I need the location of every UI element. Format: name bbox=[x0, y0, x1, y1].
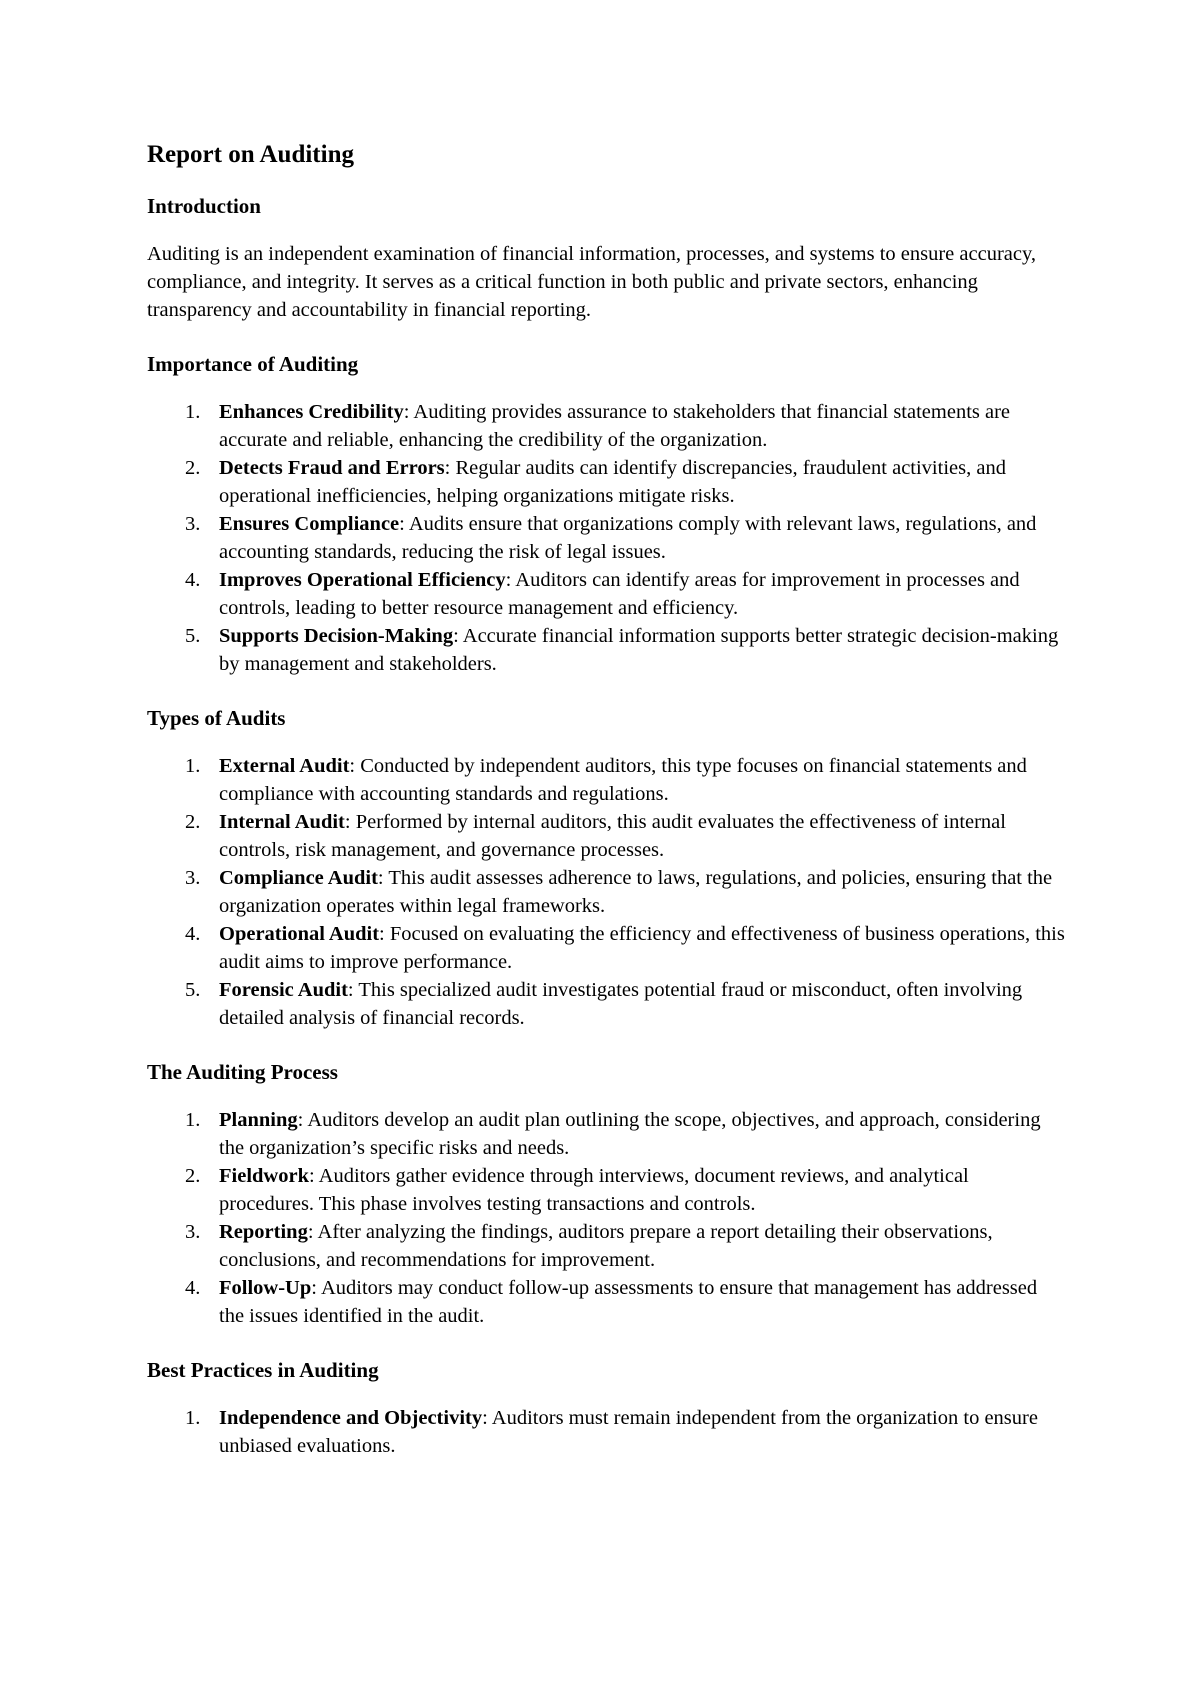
list-number: 2. bbox=[185, 811, 201, 833]
list-text: : Auditors can identify areas for improvement in processes and controls, leading to better resource management and efficiency. bbox=[219, 569, 1020, 619]
list-term: Enhances Credibility bbox=[219, 401, 404, 423]
list-item bbox=[147, 808, 1067, 864]
list-term: Supports Decision-Making bbox=[219, 625, 454, 647]
section-heading-best-practices: Best Practices in Auditing bbox=[147, 1358, 379, 1382]
process-list bbox=[147, 1106, 1067, 1330]
list-item bbox=[147, 752, 1067, 808]
list-item bbox=[147, 1106, 1067, 1162]
list-term: Fieldwork bbox=[219, 1165, 309, 1187]
list-number: 1. bbox=[185, 755, 201, 777]
list-number: 4. bbox=[185, 923, 201, 945]
document-title: Report on Auditing bbox=[147, 141, 354, 168]
list-number: 5. bbox=[185, 979, 201, 1001]
list-item bbox=[147, 1404, 1067, 1460]
list-item bbox=[147, 976, 1067, 1032]
list-term: Internal Audit bbox=[219, 811, 345, 833]
introduction-paragraph: Auditing is an independent examination of financial information, processes, and systems to ensure accuracy, compliance, and integrity. It serves as a critical function in both public and private sectors, enhancing transparency and accountability in financial reporting. bbox=[147, 243, 1037, 321]
list-number: 1. bbox=[185, 401, 201, 423]
list-item bbox=[147, 566, 1067, 622]
list-text: : Conducted by independent auditors, this type focuses on financial statements and compliance with accounting standards and regulations. bbox=[219, 755, 1027, 805]
list-text: : After analyzing the findings, auditors prepare a report detailing their observations, conclusions, and recommendations for improvement. bbox=[219, 1221, 993, 1271]
list-term: Forensic Audit bbox=[219, 979, 348, 1001]
list-text: : Auditors must remain independent from the organization to ensure unbiased evaluations. bbox=[219, 1407, 1038, 1457]
list-number: 3. bbox=[185, 513, 201, 535]
list-item bbox=[147, 398, 1067, 454]
best-practices-list bbox=[147, 1404, 1067, 1460]
list-text: : This audit assesses adherence to laws, regulations, and policies, ensuring that the organization operates within legal frameworks. bbox=[219, 867, 1053, 917]
list-number: 5. bbox=[185, 625, 201, 647]
list-term: External Audit bbox=[219, 755, 350, 777]
types-list bbox=[147, 752, 1067, 1032]
list-item bbox=[147, 454, 1067, 510]
section-heading-types: Types of Audits bbox=[147, 706, 286, 730]
list-text: : Performed by internal auditors, this audit evaluates the effectiveness of internal controls, risk management, and governance processes. bbox=[219, 811, 1006, 861]
list-text: : Audits ensure that organizations comply with relevant laws, regulations, and accounting standards, reducing the risk of legal issues. bbox=[219, 513, 1037, 563]
list-number: 3. bbox=[185, 867, 201, 889]
list-term: Follow-Up bbox=[219, 1277, 312, 1299]
section-heading-process: The Auditing Process bbox=[147, 1060, 338, 1084]
list-text: : This specialized audit investigates potential fraud or misconduct, often involving detailed analysis of financial records. bbox=[219, 979, 1023, 1029]
list-item bbox=[147, 920, 1067, 976]
list-text: : Regular audits can identify discrepancies, fraudulent activities, and operational inefficiencies, helping organizations mitigate risks. bbox=[219, 457, 1006, 507]
list-item bbox=[147, 1162, 1067, 1218]
list-term: Planning bbox=[219, 1109, 298, 1131]
list-text: : Accurate financial information supports better strategic decision-making by management and stakeholders. bbox=[219, 625, 1059, 675]
importance-list bbox=[147, 398, 1067, 678]
list-term: Independence and Objectivity bbox=[219, 1407, 483, 1429]
section-heading-introduction: Introduction bbox=[147, 194, 261, 218]
list-number: 2. bbox=[185, 457, 201, 479]
list-term: Operational Audit bbox=[219, 923, 380, 945]
document-page bbox=[147, 140, 1067, 1486]
list-item bbox=[147, 622, 1067, 678]
section-heading-importance: Importance of Auditing bbox=[147, 352, 359, 376]
list-number: 4. bbox=[185, 569, 201, 591]
list-item bbox=[147, 864, 1067, 920]
list-item bbox=[147, 1274, 1067, 1330]
list-text: : Auditors may conduct follow-up assessments to ensure that management has addressed the issues identified in the audit. bbox=[219, 1277, 1038, 1327]
list-text: : Auditors gather evidence through interviews, document reviews, and analytical procedures. This phase involves testing transactions and controls. bbox=[219, 1165, 969, 1215]
list-number: 1. bbox=[185, 1109, 201, 1131]
list-text: : Focused on evaluating the efficiency and effectiveness of business operations, this audit aims to improve performance. bbox=[219, 923, 1065, 973]
list-term: Reporting bbox=[219, 1221, 308, 1243]
list-number: 2. bbox=[185, 1165, 201, 1187]
list-item bbox=[147, 510, 1067, 566]
list-text: : Auditors develop an audit plan outlining the scope, objectives, and approach, considering the organization’s specific risks and needs. bbox=[219, 1109, 1041, 1159]
list-item bbox=[147, 1218, 1067, 1274]
list-term: Ensures Compliance bbox=[219, 513, 400, 535]
list-number: 3. bbox=[185, 1221, 201, 1243]
list-term: Detects Fraud and Errors bbox=[219, 457, 445, 479]
list-text: : Auditing provides assurance to stakeholders that financial statements are accurate and reliable, enhancing the credibility of the organization. bbox=[219, 401, 1011, 451]
list-term: Improves Operational Efficiency bbox=[219, 569, 506, 591]
list-number: 1. bbox=[185, 1407, 201, 1429]
list-number: 4. bbox=[185, 1277, 201, 1299]
list-term: Compliance Audit bbox=[219, 867, 378, 889]
